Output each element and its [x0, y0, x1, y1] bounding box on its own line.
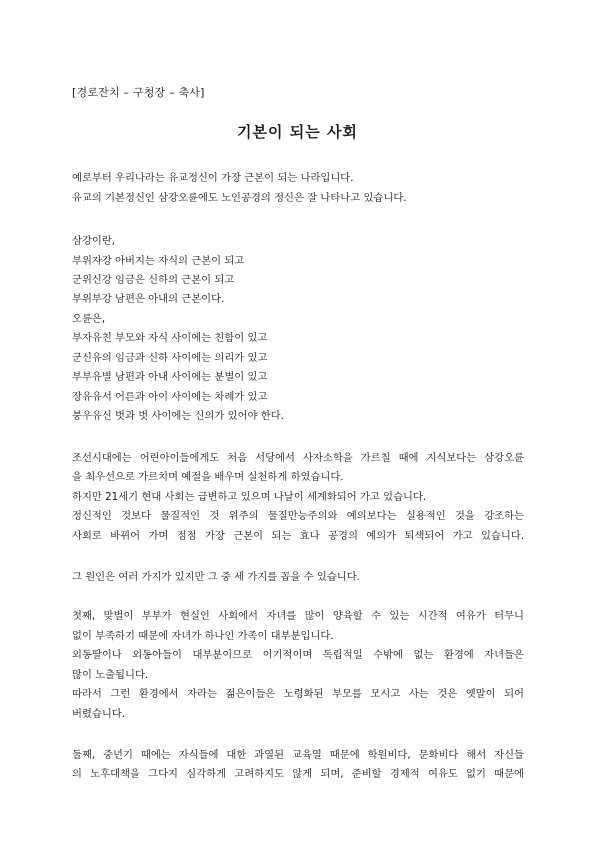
paragraph-line: 예로부터 우리나라는 유교정신이 가장 근본이 되는 나라입니다. [72, 172, 354, 184]
paragraph-line: 버렸습니다. [72, 708, 126, 720]
paragraph-line: 의 노후대책을 그다지 심각하게 고려하지도 않게 되며, 준비할 경제적 여유도 없기 때문에 [72, 768, 525, 780]
paragraph-line: 부자유친 부모와 자식 사이에는 친함이 있고 [72, 332, 268, 344]
paragraph-line: 첫째, 맞벌이 부부가 현실인 사회에서 자녀를 많이 양육할 수 있는 시간적 여유가 터무니 [72, 610, 524, 622]
paragraph-line: 외동딸이나 외동아들이 대부분이므로 이기적이며 독립적일 수밖에 없는 환경에 자녀들은 [72, 649, 524, 661]
paragraph-line: 붕우유신 벗과 벗 사이에는 신의가 있어야 한다. [72, 410, 284, 422]
paragraph-line: 많이 노출됩니다. [72, 669, 149, 681]
page-title: 기본이 되는 사회 [237, 123, 358, 141]
paragraph-line: 둘째, 중년기 때에는 자식들에 대한 과열된 교육열 때문에 학원비다, 문화비다 해서 자신들 [72, 749, 524, 761]
paragraph-line: 오륜은, [72, 313, 106, 325]
paragraph-line: 부위부강 남편은 아내의 근본이다. [72, 293, 225, 305]
paragraph-line: 조선시대에는 어린아이들에게도 처음 서당에서 사자소학을 가르칠 때에 지식보다는 삼강오륜 [72, 452, 524, 464]
paragraph-line: 군위신강 임금은 신하의 근본이 되고 [72, 274, 235, 286]
paragraph-line: 군신유의 임금과 신하 사이에는 의리가 있고 [72, 352, 268, 364]
paragraph-line: 부위자강 아버지는 자식의 근본이 되고 [72, 255, 245, 267]
paragraph-line: 없이 부족하기 때문에 자녀가 하나인 가족이 대부분입니다. [72, 630, 334, 642]
paragraph-line: 정신적인 것보다 물질적인 것 위주의 물질만능주의와 예의보다는 실용적인 것을 강조하는 [72, 510, 524, 522]
paragraph-line: 그 원인은 여러 가지가 있지만 그 중 세 가지를 꼽을 수 있습니다. [72, 571, 360, 583]
paragraph-line: 부부유별 남편과 아내 사이에는 분별이 있고 [72, 371, 268, 383]
paragraph-line: 하지만 21세기 현대 사회는 급변하고 있으며 나날이 세계화되어 가고 있습니다. [72, 491, 427, 503]
event-tag: [경로잔치 – 구청장 – 축사] [72, 86, 205, 99]
paragraph-line: 을 최우선으로 가르치며 예절을 배우며 실천하게 하였습니다. [72, 471, 344, 483]
paragraph-line: 따라서 그런 환경에서 자라는 젊은이들은 노령화된 부모를 모시고 사는 것은 옛말이 되어 [72, 688, 524, 700]
paragraph-line: 장유유서 어른과 아이 사이에는 차례가 있고 [72, 391, 268, 403]
paragraph-line: 삼강이란, [72, 235, 116, 247]
paragraph-line: 사회로 바뀌어 가며 점점 가장 근본이 되는 효나 공경의 예의가 퇴색되어 가고 있습니다. [72, 530, 524, 542]
paragraph-line: 유교의 기본정신인 삼강오륜에도 노인공경의 정신은 잘 나타나고 있습니다. [72, 192, 407, 204]
